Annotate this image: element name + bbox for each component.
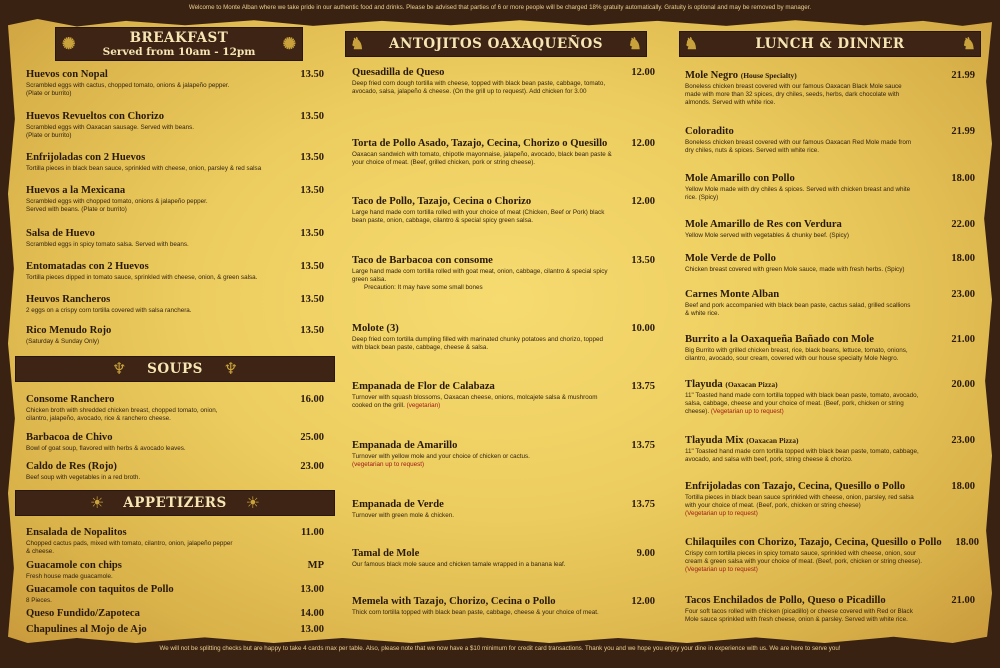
item-description: 8 Pieces.: [26, 597, 52, 604]
item-price: 12.00: [631, 67, 655, 78]
menu-item: [352, 323, 655, 352]
jaguar-glyph-icon: ♞: [961, 34, 976, 53]
top-notice: Welcome to Monte Alban where we take pride in our authentic food and drinks. Please be advised that parties of 6 or more people will be charged 18% gratuity automatically. Gratuity is optional and may be removed by manager.: [188, 4, 812, 11]
jaguar-glyph-icon: ♞: [350, 34, 365, 53]
menu-item: [26, 185, 324, 214]
item-price: 21.00: [951, 334, 975, 345]
item-name: Mole Amarillo de Res con Verdura: [685, 219, 842, 230]
item-name: Chilaquiles con Chorizo, Tazajo, Cecina, Quesillo o Pollo: [685, 537, 942, 548]
item-name: Quesadilla de Queso: [352, 67, 445, 78]
item-price: 13.50: [631, 255, 655, 266]
menu-item: [26, 624, 324, 636]
item-price: 13.50: [300, 325, 324, 336]
item-name: Mole Verde de Pollo: [685, 253, 776, 264]
item-description: Yellow Mole served with vegetables & chunky beef. (Spicy): [685, 232, 849, 239]
item-description: Fresh house made guacamole.: [26, 573, 113, 580]
item-name: Empanada de Verde: [352, 499, 444, 510]
item-price: 13.00: [300, 624, 324, 635]
vegetarian-note: (vegetarian): [406, 402, 441, 409]
menu-item: [685, 70, 975, 107]
item-price: 12.00: [631, 138, 655, 149]
menu-item: [685, 126, 975, 155]
item-description: Deep fried corn dough tortilla with cheese, topped with black bean paste, cabbage, tomato, avocado, salsa, jalapeño & cheese. (On the grill up to request). Add chicken for 3.00: [352, 80, 606, 95]
eagle-glyph-icon: ♆: [112, 359, 127, 378]
item-price: 13.50: [300, 185, 324, 196]
menu-item: [685, 219, 975, 240]
menu-item: [685, 334, 975, 363]
vegetarian-note: (Vegetarian up to request): [685, 510, 758, 517]
item-description: Tortilla pieces in black bean sauce, sprinkled with cheese, onion, parsley & red salsa: [26, 165, 262, 172]
item-price: 10.00: [631, 323, 655, 334]
item-description: Deep fried corn tortilla dumpling filled with marinated chunky potatoes and chorizo, topped with black bean paste, cabbage, cheese & salsa.: [352, 336, 603, 351]
item-price: 13.00: [300, 584, 324, 595]
menu-item: [685, 595, 975, 624]
item-name: Chapulines al Mojo de Ajo: [26, 624, 147, 635]
menu-item: [352, 596, 655, 617]
item-name: Huevos Revueltos con Chorizo: [26, 111, 165, 122]
item-description: Four soft tacos rolled with chicken (picadillo) or cheese covered with Red or Black Mole sauce sprinkled with fresh cheese, onion & parsley. Served with white rice.: [685, 608, 913, 623]
item-price: 13.50: [300, 294, 324, 305]
item-price: 22.00: [951, 219, 975, 230]
item-description: Big Burrito with grilled chicken breast, rice, black beans, lettuce, tomato, onions, cilantro, avocado, sour cream, covered with our house specialty Mole Negro.: [685, 347, 908, 362]
item-name: Ensalada de Nopalitos: [26, 527, 127, 538]
item-price: 13.50: [300, 111, 324, 122]
soups-banner: [16, 357, 334, 381]
item-price: 11.00: [300, 527, 324, 538]
menu-item: [26, 394, 324, 423]
menu-item: [685, 481, 975, 518]
item-description: Beef soup with vegetables in a red broth.: [26, 474, 141, 481]
item-price: 23.00: [951, 435, 975, 446]
lunch-dinner-banner: [680, 32, 980, 56]
sun-face-icon: ☀: [245, 493, 260, 512]
lunch-dinner-title: LUNCH & DINNER: [755, 36, 905, 52]
item-description: Beef and pork accompanied with black bean paste, cactus salad, grilled scallions & white rice.: [685, 302, 911, 317]
item-name: Tlayuda (Oaxacan Pizza): [685, 379, 778, 390]
item-name: Guacamole con chips: [26, 560, 122, 571]
item-name: Caldo de Res (Rojo): [26, 461, 117, 472]
item-description: Bowl of goat soup, flavored with herbs & avocado leaves.: [26, 445, 186, 452]
jaguar-glyph-icon: ♞: [627, 34, 642, 53]
item-name: Taco de Barbacoa con consome: [352, 255, 493, 266]
item-description: Chicken broth with shredded chicken breast, chopped tomato, onion, cilantro, jalapeño, avocado, rice & ranchero cheese.: [26, 407, 218, 422]
item-description: Tortilla pieces dipped in tomato sauce, sprinkled with cheese, onion, & green salsa.: [26, 274, 258, 281]
item-name: Heuvos Rancheros: [26, 294, 111, 305]
item-name: Enfrijoladas con Tazajo, Cecina, Quesillo o Pollo: [685, 481, 906, 492]
bottom-notice: We will not be splitting checks but are happy to take 4 cards max per table. Also, please note that we now have a $10 minimum for credit card transactions. Thank you and we hope you enjoy your dine in experience with us. We are here to serve you!: [159, 645, 841, 652]
item-price: 13.75: [631, 499, 655, 510]
menu-item: [685, 379, 975, 416]
item-price: 14.00: [300, 608, 324, 619]
item-description: Oaxacan sandwich with tomato, chipotle mayonnaise, jalapeño, avocado, black bean paste & your choice of meat. (Beef, grilled chicken, pork or string cheese).: [352, 151, 612, 166]
item-description: Scrambled eggs with Oaxacan sausage. Served with beans. (Plate or burrito): [26, 124, 195, 139]
vegetarian-note: (vegetarian up to request): [352, 461, 425, 468]
item-price: 13.75: [631, 440, 655, 451]
item-price: 23.00: [951, 289, 975, 300]
item-name: Salsa de Huevo: [26, 228, 95, 239]
antojitos-title: ANTOJITOS OAXAQUEÑOS: [389, 36, 603, 52]
item-name: Tlayuda Mix (Oaxacan Pizza): [685, 435, 799, 446]
soups-title: SOUPS: [147, 361, 203, 377]
item-name: Mole Negro (House Specialty): [685, 70, 797, 81]
menu-item: [352, 381, 655, 410]
menu-item: [26, 111, 324, 140]
sun-glyph-icon: ✺: [62, 34, 76, 53]
item-name: Barbacoa de Chivo: [26, 432, 113, 443]
item-name: Tamal de Mole: [352, 548, 420, 559]
item-description: Tortilla pieces in black bean sauce sprinkled with cheese, onion, parsley, red salsa with your choice of meat. (Beef, pork, chicken or string cheese) (Vegetarian up to request): [685, 494, 914, 517]
item-name: Mole Amarillo con Pollo: [685, 173, 795, 184]
menu-item: [26, 294, 324, 315]
menu-item: [352, 67, 655, 96]
item-name: Huevos a la Mexicana: [26, 185, 126, 196]
item-description: Turnover with green mole & chicken.: [352, 512, 454, 519]
item-price: 25.00: [300, 432, 324, 443]
item-price: 13.75: [631, 381, 655, 392]
item-price: 18.00: [951, 173, 975, 184]
item-name: Coloradito: [685, 126, 734, 137]
item-description: Boneless chicken breast covered with our famous Oaxacan Red Mole made from dry chiles, nuts & spices. Served with white rice.: [685, 139, 912, 154]
item-price: 13.50: [300, 69, 324, 80]
item-price: 13.50: [300, 152, 324, 163]
menu-item: [26, 527, 324, 556]
breakfast-banner: [56, 28, 302, 60]
item-name: Molote (3): [352, 323, 399, 334]
menu-item: [685, 435, 975, 464]
item-price: 18.00: [955, 537, 979, 548]
item-description: Boneless chicken breast covered with our famous Oaxacan Black Mole sauce made with more than 32 spices, dry chiles, seeds, herbs, dark chocolate with almonds. Served with white rice.: [685, 83, 902, 106]
vegetarian-note: (Vegetarian up to request): [710, 408, 784, 415]
item-price: 9.00: [636, 548, 655, 559]
menu-item: [685, 537, 979, 574]
menu-item: [352, 499, 655, 520]
item-name: Huevos con Nopal: [26, 69, 108, 80]
item-description: Chopped cactus pads, mixed with tomato, cilantro, onion, jalapeño pepper & cheese.: [26, 540, 233, 555]
item-name: Burrito a la Oaxaqueña Bañado con Mole: [685, 334, 874, 345]
item-description: Scrambled eggs with chopped tomato, onions & jalapeño pepper. Served with beans. (Plate or burrito): [26, 198, 208, 213]
menu-item: [26, 325, 324, 346]
item-description: Chicken breast covered with green Mole sauce, made with fresh herbs. (Spicy): [685, 266, 905, 273]
item-name: Empanada de Amarillo: [352, 440, 458, 451]
item-price: 21.99: [951, 70, 975, 81]
menu-item: [685, 289, 975, 318]
menu-item: [352, 548, 655, 569]
item-price: 21.99: [951, 126, 975, 137]
antojitos-banner: [346, 32, 646, 56]
item-price: 18.00: [951, 481, 975, 492]
menu-item: [352, 255, 655, 292]
menu-item: [352, 440, 655, 469]
item-description: Crispy corn tortilla pieces in spicy tomato sauce, sprinkled with cheese, onion, sour cream & green salsa with your choice of meat. (Beef, pork, chicken or string cheese). (Vegetarian up to request): [685, 550, 922, 573]
breakfast-subtitle: Served from 10am - 12pm: [102, 46, 256, 58]
item-description: 11" Toasted hand made corn tortilla topped with black bean paste, tomato, avocado, salsa, cabbage, cheese and your choice of meat. (Beef, pork, chicken or string cheese). (Vegetarian up to request): [685, 392, 919, 415]
item-name: Consome Ranchero: [26, 394, 115, 405]
menu-item: [26, 152, 324, 173]
item-name: Taco de Pollo, Tazajo, Cecina o Chorizo: [352, 196, 532, 207]
menu-item: [685, 173, 975, 202]
item-description: Our famous black mole sauce and chicken tamale wrapped in a banana leaf.: [352, 561, 566, 568]
menu-item: [26, 228, 324, 249]
item-description: Turnover with squash blossoms, Oaxacan cheese, onions, molcajete salsa & mushroom cooked on the grill. (vegetarian): [352, 394, 598, 409]
appetizers-banner: [16, 491, 334, 515]
item-description: Turnover with yellow mole and your choice of chicken or cactus. (vegetarian up to request): [352, 453, 530, 468]
menu-item: [26, 461, 324, 482]
item-description: Thick corn tortilla topped with black bean paste, cabbage, cheese & your choice of meat.: [352, 609, 599, 616]
item-name: Guacamole con taquitos de Pollo: [26, 584, 174, 595]
menu-item: [352, 196, 655, 225]
menu-item: [352, 138, 655, 167]
item-description: Large hand made corn tortilla rolled with your choice of meat (Chicken, Beef or Pork) black bean paste, onion, cabbage, cilantro & special spicy green salsa.: [352, 209, 605, 224]
item-name: Torta de Pollo Asado, Tazajo, Cecina, Chorizo o Quesillo: [352, 138, 608, 149]
item-name: Rico Menudo Rojo: [26, 325, 112, 336]
item-price: 23.00: [300, 461, 324, 472]
menu-item: [26, 584, 324, 605]
item-name: Queso Fundido/Zapoteca: [26, 608, 140, 619]
item-price: 12.00: [631, 596, 655, 607]
item-name: Enfrijoladas con 2 Huevos: [26, 152, 146, 163]
menu-item: [26, 69, 324, 98]
item-price: 12.00: [631, 196, 655, 207]
menu-item: [26, 608, 324, 620]
breakfast-title: BREAKFAST: [129, 30, 229, 46]
item-description: (Saturday & Sunday Only): [26, 338, 100, 345]
item-name: Memela with Tazajo, Chorizo, Cecina o Pollo: [352, 596, 556, 607]
item-price: 21.00: [951, 595, 975, 606]
item-description: 2 eggs on a crispy corn tortilla covered with salsa ranchera.: [26, 307, 192, 314]
item-price: 16.00: [300, 394, 324, 405]
item-price: 13.50: [300, 261, 324, 272]
item-price: 18.00: [951, 253, 975, 264]
appetizers-title: APPETIZERS: [123, 495, 227, 511]
vegetarian-note: (Vegetarian up to request): [685, 566, 758, 573]
item-name: Empanada de Flor de Calabaza: [352, 381, 495, 392]
item-name: Entomatadas con 2 Huevos: [26, 261, 149, 272]
menu-item: [26, 432, 324, 453]
eagle-glyph-icon: ♆: [223, 359, 238, 378]
item-name: Carnes Monte Alban: [685, 289, 780, 300]
item-price: 13.50: [300, 228, 324, 239]
item-name: Tacos Enchilados de Pollo, Queso o Picadillo: [685, 595, 886, 606]
item-price: MP: [307, 560, 324, 571]
item-description: Scrambled eggs with cactus, chopped tomato, onions & jalapeño pepper. (Plate or burrito): [26, 82, 230, 97]
sun-face-icon: ☀: [90, 493, 105, 512]
item-description: Scrambled eggs in spicy tomato salsa. Served with beans.: [26, 241, 189, 248]
menu-item: [685, 253, 975, 274]
menu-item: [26, 560, 324, 581]
sun-glyph-icon: ✺: [282, 34, 296, 53]
item-description: Large hand made corn tortilla rolled with goat meat, onion, cabbage, cilantro & special spicy green salsa. Precaution: It may have some small bones: [352, 268, 608, 291]
item-price: 20.00: [951, 379, 975, 390]
item-description: Yellow Mole made with dry chiles & spices. Served with chicken breast and white rice. (Spicy): [685, 186, 911, 201]
item-description: 11" Toasted hand made corn tortilla topped with black bean paste, tomato, cabbage, avocado, and salsa with beef, pork, string cheese & chorizo.: [685, 448, 919, 463]
jaguar-glyph-icon: ♞: [684, 34, 699, 53]
menu-item: [26, 261, 324, 282]
